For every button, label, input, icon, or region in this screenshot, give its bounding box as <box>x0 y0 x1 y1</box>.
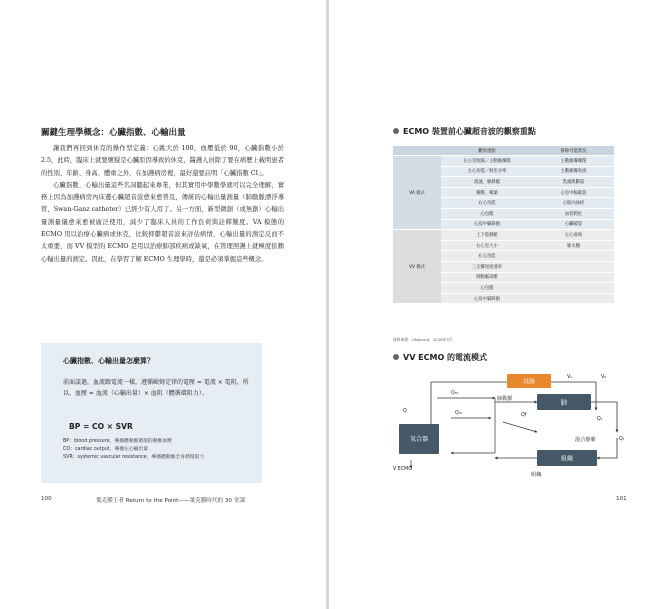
definition-bp: BP：blood pressure，導播體動脈循環的動脈血壓 <box>63 439 172 444</box>
table-cell <box>533 261 614 272</box>
table-cell: 左心功能／射出分率 <box>441 166 533 177</box>
table-cell: 乳頭肌斷裂 <box>533 177 614 188</box>
table-cell: 主動脈瓣逆流 <box>533 166 614 177</box>
q-out-label: Q₀ₜ <box>451 391 459 396</box>
body-label: 其餘 <box>522 378 536 386</box>
mode-label-vv: VV 模式 <box>393 230 441 304</box>
qf-label: Qf <box>521 413 527 418</box>
flow-line-lung-out <box>591 402 617 432</box>
section-title-echo <box>393 126 536 137</box>
table-cell: 肺動脈高壓 <box>441 272 533 283</box>
table-cell: 心房中膈缺損 <box>441 219 533 230</box>
table-cell: 血管鈣化 <box>533 208 614 219</box>
table-header: 觀察重點 <box>441 146 533 156</box>
bullet-dot-icon <box>393 128 399 134</box>
formula-sidebar <box>41 343 262 483</box>
table-cell <box>533 251 614 262</box>
right-page <box>329 0 655 609</box>
v-ecmo-label: V ECMO <box>393 467 413 472</box>
table-source: 資料來源：UNplusuf，2018年5月 <box>393 337 453 342</box>
definition-co: CO：cardiac output，導播左心輸出量 <box>63 447 149 452</box>
table-cell: 上下腔靜脈 <box>441 230 533 241</box>
v0-label: V₀ <box>601 374 607 380</box>
section-title-text: ECMO 裝置前心臟超音波的觀察重點 <box>403 127 536 136</box>
table-cell <box>533 293 614 304</box>
table-cell: 心室中膈破裂 <box>533 187 614 198</box>
body-text <box>41 143 284 266</box>
page-number: 100 <box>41 496 52 502</box>
tissue-label: 組織 <box>560 455 574 463</box>
formula: BP = CO × SVR <box>69 422 133 431</box>
table-header <box>393 146 441 156</box>
mixed-venous-label: 混合靜脈 <box>575 437 596 443</box>
running-footer: 葉克膜王者 Return to the Point——葉克膜時代的 30 堂課 <box>96 498 245 504</box>
section-title-diagram <box>393 352 487 363</box>
oxygenator-label: 氧合器 <box>409 436 429 443</box>
table-cell: 肺水腫 <box>533 240 614 251</box>
lung-label: 肺 <box>560 398 568 407</box>
q-left-label: Q <box>403 409 407 414</box>
sidebar-text: 前面談過，血流跟電流一樣，遵循歐姆定律的電壓 = 電流 × 電阻，所以，血壓 = 血流（心輸出量）× 血阻（體循環阻力）。 <box>63 379 249 397</box>
qs-label: Qₛ <box>597 417 603 422</box>
table-header: 排除可能狀況 <box>533 146 614 156</box>
definition-svr: SVR：systemic vascular resistance，導播體動脈全身循環阻力 <box>63 455 205 460</box>
table-cell: 右心功能 <box>441 198 533 209</box>
pulmonary-artery-label: 肺動脈 <box>497 396 513 402</box>
table-cell: 右心室大小 <box>441 240 533 251</box>
left-page <box>0 0 326 609</box>
vv-ecmo-flow-diagram <box>391 368 631 480</box>
flow-line-shunt <box>503 422 537 432</box>
table-cell: 心臟破裂 <box>533 219 614 230</box>
q-top-label: Q₀ₜ <box>455 411 463 416</box>
page-number: 101 <box>616 496 627 502</box>
bullet-dot-icon <box>393 354 399 360</box>
section-heading: 關鍵生理學概念：心臟指數、心輸出量 <box>41 128 186 138</box>
table-cell <box>533 272 614 283</box>
qt-label: Qₜ <box>619 437 625 442</box>
paragraph: 心臟指數、心輸出量這些名詞聽起來專業，但其實用中學數學就可以完全理解，實務上因為加護病房內床邊心臟超音波愈來愈普及，傳統的心輸出量測量（肺動脈漂浮導管，Swan-Ganz catheter）已經少有人用了。另一方面，新型微創（或無創）心輸出量測量儀愈來愈被廣泛使用，減少了臨床人員的工作負荷與詮釋難度。VA 模態的 ECMO 用以治療心臟病或休克，比較抑鬱超音波來評估病情，心輸出量的測定反而不太重要，而 VV 模型的 ECMO 是用以治療肺部疾病或缺氧，在管理照護上就極度依賴心輸出量的測定。因此，在學習了解 ECMO 生理學時，還是必須掌握這些概念。 <box>41 181 284 263</box>
table-cell: 流速、肺靜脈 <box>441 177 533 188</box>
tissue-caption: 組織 <box>531 472 542 478</box>
echo-observation-table <box>393 146 614 304</box>
sidebar-title: 心臟指數、心輸出量怎麼算？ <box>63 357 154 365</box>
table-cell: 左心衰竭 <box>533 230 614 241</box>
table-cell: 心包膜 <box>441 208 533 219</box>
section-title-text: VV ECMO 的電流模式 <box>403 353 488 362</box>
table-cell: 心房中膈缺損 <box>441 293 533 304</box>
table-cell <box>533 283 614 294</box>
table-cell: 瓣膜、瓣葉 <box>441 187 533 198</box>
table-cell: 右心功能 <box>441 251 533 262</box>
table-cell: 主動脈瓣關閉 <box>533 156 614 167</box>
table-cell: 左心室收縮／主動脈瓣膜 <box>441 156 533 167</box>
mode-label-va: VA 模式 <box>393 156 441 230</box>
flow-line-mix <box>597 438 617 458</box>
table-cell: 心肌內血栓 <box>533 198 614 209</box>
table-cell: 三尖瓣逆流速率 <box>441 261 533 272</box>
vs-label: Vₛ <box>567 374 573 380</box>
paragraph: 讓我們再回到休克的操作型定義：心跳大於 100，血壓低於 90，心臟指數小於 2.5，此時，臨床上就要懷疑是心臟原因導致的休克，醫護人員除了要在病歷上載明患者的性別、年齡、身高、體重之外，在加護病房裡，最好還要註明「心臟指數 CI」。 <box>41 145 284 177</box>
table-cell: 心包膜 <box>441 283 533 294</box>
